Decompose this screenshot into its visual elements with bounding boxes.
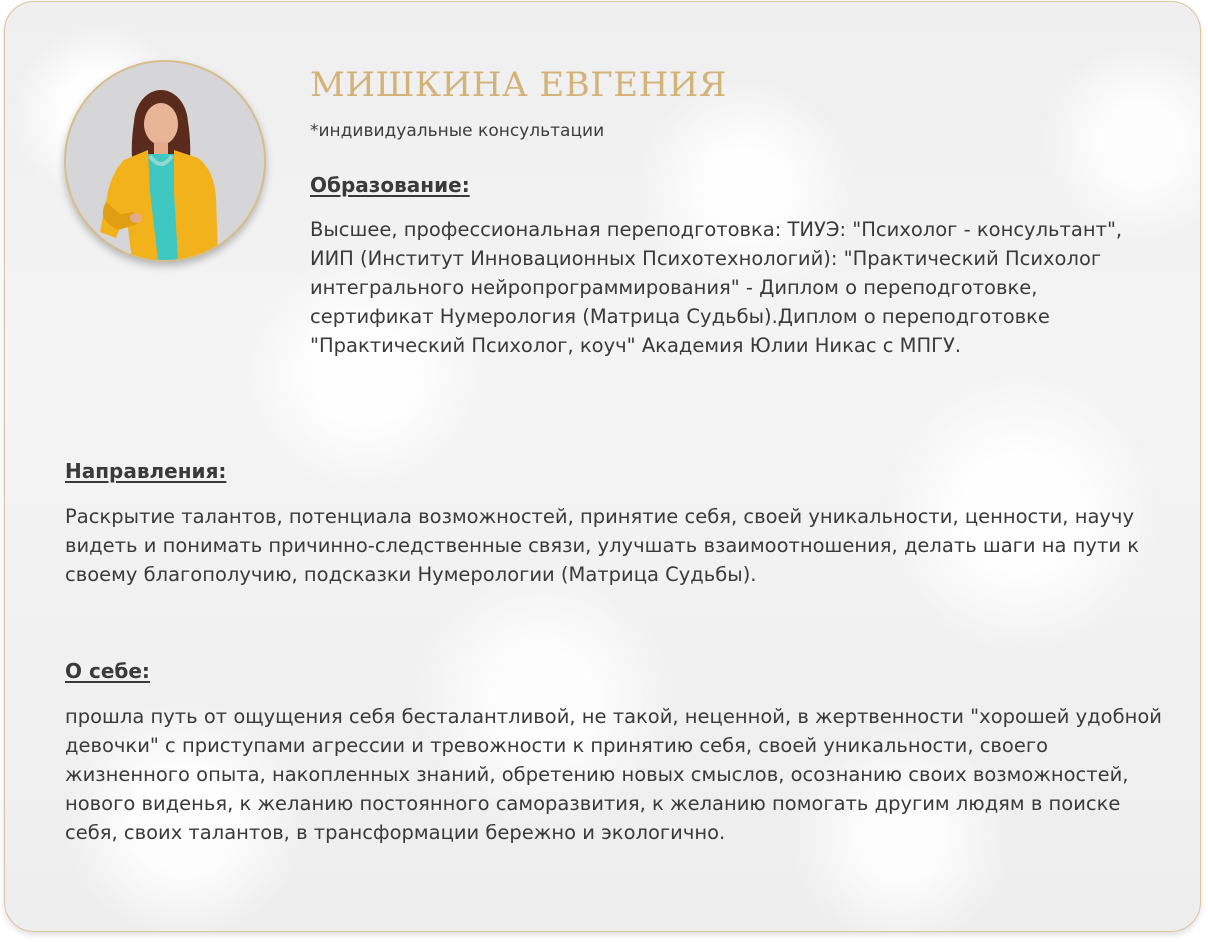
- specialist-name: МИШКИНА ЕВГЕНИЯ: [310, 65, 727, 105]
- avatar: [64, 60, 266, 262]
- directions-heading: Направления:: [65, 459, 227, 483]
- education-text: Высшее, профессиональная переподготовка: ТИУЭ: "Психолог - консультант", ИИП (Институт Инновационных Психотехнологий): "Практический Психолог интегрального нейропрограммирования" - Диплом о переподготовке, сертификат Нумерология (Матрица Судьбы).Диплом о переподготовке "Практический Психолог, коуч" Академия Юлии Никас с МПГУ.: [310, 218, 1123, 357]
- education-heading: Образование:: [310, 173, 470, 197]
- specialist-card: [4, 1, 1201, 932]
- portrait-photo: [66, 62, 264, 260]
- directions-text: Раскрытие талантов, потенциала возможностей, принятие себя, своей уникальности, ценности, научу видеть и понимать причинно-следственные связи, улучшать взаимоотношения, делать шаги на пути к своему благополучию, подсказки Нумерологии (Матрица Судьбы).: [65, 505, 1139, 586]
- consultation-type: *индивидуальные консультации: [310, 121, 605, 141]
- about-heading: О себе:: [65, 659, 150, 683]
- about-text: прошла путь от ощущения себя бесталантливой, не такой, неценной, в жертвенности "хорошей удобной девочки" с приступами агрессии и тревожности к принятию себя, своей уникальности, своего жизненного опыта, накопленных знаний, обретению новых смыслов, осознанию своих возможностей, нового виденья, к желанию постоянного саморазвития, к желанию помогать другим людям в поиске себя, своих талантов, в трансформации бережно и экологично.: [65, 705, 1162, 844]
